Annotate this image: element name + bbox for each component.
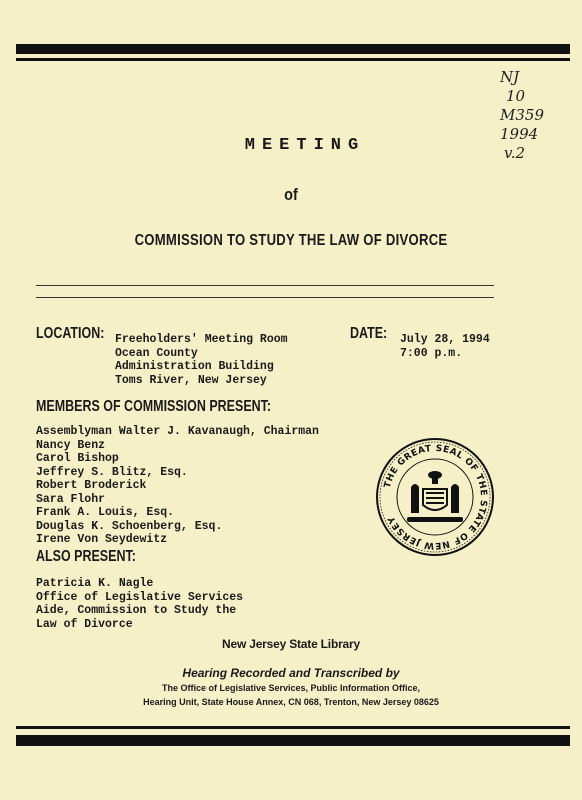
member-name: Robert Broderick [36,479,147,492]
hearing-line-1: The Office of Legislative Services, Public Information Office, [161,683,421,693]
location-line: Toms River, New Jersey [115,373,267,387]
title-meeting: MEETING [244,136,366,155]
member-name: Irene Von Seydewitz [36,533,168,546]
call-number-line: M359 [500,106,544,124]
member-name: Nancy Benz [36,438,106,452]
date-line: July 28, 1994 [400,333,490,346]
state-seal-icon [375,437,495,557]
bottom-border-thin-bar [16,726,570,729]
call-number-line: 10 [506,87,526,105]
top-border-thin-bar [16,58,570,61]
call-number-line: 1994 [500,125,539,143]
member-name: Carol Bishop [36,452,119,465]
member-name: Assemblyman Walter J. Kavanaugh, Chairman [36,425,319,438]
divider-line [36,285,494,286]
also-present-line: Patricia K. Nagle [36,577,154,590]
also-present-list [36,577,243,631]
call-number-line: v.2 [504,144,526,162]
hearing-line-2: Hearing Unit, State House Annex, CN 068, Trenton, New Jersey 08625 [143,697,439,707]
date-label: DATE: [350,325,388,342]
location-line: Administration Building [115,360,274,373]
title-commission: COMMISSION TO STUDY THE LAW OF DIVORCE [134,232,448,249]
members-heading: MEMBERS OF COMMISSION PRESENT: [36,398,272,415]
date-block [400,333,490,360]
also-present-line: Law of Divorce [36,617,133,631]
title-of: of [284,185,298,204]
bottom-border-bar [16,735,570,746]
svg-text:THE GREAT SEAL OF THE STATE OF: THE GREAT SEAL OF THE STATE OF NEW JERSEY [382,443,489,551]
member-name: Douglas K. Schoenberg, Esq. [36,519,223,533]
hearing-title: Hearing Recorded and Transcribed by [182,666,400,680]
divider-line [36,297,494,298]
member-name: Frank A. Louis, Esq. [36,506,175,519]
member-name: Sara Flohr [36,492,106,506]
location-label: LOCATION: [36,325,105,342]
location-block [115,333,288,387]
location-line: Ocean County [115,346,198,360]
members-list [36,425,319,547]
top-border-bar [16,44,570,54]
member-name: Jeffrey S. Blitz, Esq. [36,465,188,479]
library-stamp: New Jersey State Library [222,637,360,651]
call-number-line: NJ [500,68,520,86]
also-present-line: Aide, Commission to Study the [36,604,237,617]
also-present-line: Office of Legislative Services [36,590,244,604]
location-line: Freeholders' Meeting Room [115,333,288,346]
also-present-heading: ALSO PRESENT: [36,548,136,565]
date-line: 7:00 p.m. [400,346,463,360]
